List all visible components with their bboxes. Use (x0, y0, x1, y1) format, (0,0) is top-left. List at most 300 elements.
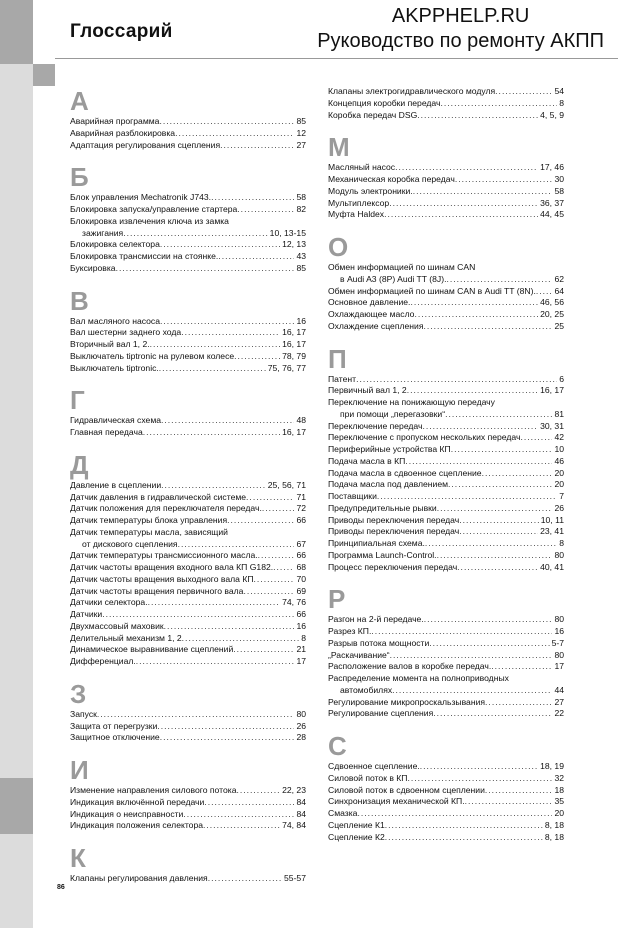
glossary-entry (70, 621, 306, 633)
glossary-entry (70, 644, 306, 656)
dot-leader (437, 550, 553, 562)
dot-leader (410, 297, 538, 309)
entry-page: 35 (554, 796, 564, 807)
entry-page: 36, 37 (540, 197, 564, 208)
glossary-entry (328, 186, 564, 198)
entry-page: 82 (296, 204, 306, 214)
dot-leader (159, 363, 266, 375)
section-letter: И (70, 755, 89, 785)
dot-leader (116, 263, 295, 275)
dot-leader (405, 456, 552, 468)
entry-term: Блок управления Mechatronik J743. (70, 192, 212, 203)
entry-page: 10, 11 (540, 514, 564, 525)
entry-page: 17 (554, 661, 564, 672)
entry-page: 46 (554, 455, 564, 466)
entry-term: Клапаны регулирования давления (70, 873, 208, 883)
entry-page: 71 (296, 491, 306, 502)
dot-leader (211, 192, 294, 204)
glossary-entry (328, 479, 564, 491)
glossary-entry (328, 626, 564, 638)
entry-term: Охлаждение сцепления (328, 320, 424, 331)
dot-leader (357, 808, 552, 820)
glossary-section (70, 755, 306, 832)
entry-page: 66 (296, 515, 306, 525)
entry-page: 8 (559, 538, 564, 548)
entry-page: 46, 56 (540, 297, 564, 308)
entry-term: Регулирование сцепления (328, 708, 434, 719)
glossary-entry (70, 427, 306, 439)
entry-term: Силовой поток в сдвоенном сцеплении (328, 784, 485, 795)
dot-leader (407, 773, 552, 785)
glossary-entry (70, 503, 306, 515)
dot-leader (178, 539, 295, 551)
entry-page: 23, 41 (540, 526, 564, 537)
entry-page: 80 (554, 614, 564, 625)
dot-leader (392, 685, 552, 697)
dot-leader (433, 708, 552, 720)
dot-leader (384, 209, 538, 221)
entry-page: 26 (296, 720, 306, 731)
glossary-entry (328, 526, 564, 538)
page-number: 86 (57, 884, 65, 891)
glossary-entry (328, 162, 564, 174)
entry-page: 85 (296, 262, 306, 273)
entry-term: Давление в сцеплении (70, 479, 162, 490)
glossary-entry (328, 697, 564, 709)
dot-leader (536, 286, 553, 298)
entry-page: 20, 25 (540, 309, 564, 319)
entry-term: автомобилях (340, 684, 393, 695)
entry-page: 17, 46 (540, 162, 564, 173)
entry-term: в Audi A3 (8P) Audi TT (8J). (340, 273, 447, 284)
entry-term: Датчик температуры трансмиссионного масла. (70, 550, 258, 561)
dot-leader (208, 873, 282, 885)
glossary-section (328, 731, 564, 843)
glossary-section (70, 843, 306, 885)
glossary-entry (328, 503, 564, 515)
glossary-entry (328, 98, 564, 110)
dot-leader (356, 374, 557, 386)
entry-term: Принципиальная схема. (328, 538, 425, 548)
glossary-entry (70, 480, 306, 492)
dot-leader (161, 480, 266, 492)
section-letter: С (328, 731, 347, 761)
dot-leader (243, 586, 294, 598)
entry-page: 22 (554, 708, 564, 719)
entry-term: Индикация включённой передачи (70, 796, 205, 807)
dot-leader (446, 274, 552, 286)
entry-term: Главная передача (70, 427, 143, 437)
dot-leader (150, 339, 280, 351)
dot-leader (233, 644, 294, 656)
entry-page: 74, 84 (282, 820, 306, 831)
dot-leader (218, 251, 294, 263)
entry-page: 43 (296, 251, 306, 261)
glossary-entry (70, 363, 306, 375)
entry-term: Силовой поток в КП (328, 772, 408, 783)
entry-term: Механическая коробка передач (328, 174, 455, 184)
glossary-entry (70, 539, 306, 551)
dot-leader (234, 351, 280, 363)
entry-term: Приводы переключения передач (328, 526, 460, 537)
dot-leader (455, 174, 553, 186)
entry-term: Аварийная программа (70, 116, 160, 126)
entry-page: 28 (296, 732, 306, 743)
dot-leader (485, 785, 553, 797)
entry-term: Основное давление. (328, 297, 411, 308)
entry-page: 8, 18 (544, 831, 564, 842)
dot-leader (203, 820, 280, 832)
dot-leader (420, 761, 538, 773)
glossary-entry (70, 820, 306, 832)
glossary-entry (70, 527, 306, 539)
entry-page: 16, 17 (282, 327, 306, 338)
glossary-entry (70, 597, 306, 609)
entry-page: 32 (554, 772, 564, 783)
entry-term: Динамическое выравнивание сцеплений (70, 644, 234, 655)
entry-term: Датчики селектора. (70, 597, 148, 608)
page-title: Глоссарий (70, 21, 173, 42)
entry-page: 74, 76 (282, 597, 306, 608)
glossary-entry (70, 263, 306, 275)
dot-leader (437, 503, 553, 515)
entry-term: Подача масла под давлением (328, 479, 449, 490)
entry-page: 16 (296, 620, 306, 631)
entry-term: Подача масла в сдвоенное сцепление (328, 467, 482, 478)
dot-leader (160, 239, 280, 251)
glossary-entry (70, 709, 306, 721)
dot-leader (395, 162, 538, 174)
entry-term: Смазка (328, 808, 358, 818)
dot-leader (236, 785, 280, 797)
dot-leader (457, 562, 538, 574)
glossary-section (70, 162, 306, 274)
entry-page: 66 (296, 550, 306, 561)
entry-page: 8 (301, 632, 306, 643)
glossary-entry (70, 609, 306, 621)
entry-term: Датчик частоты вращения выходного вала КП (70, 573, 254, 584)
entry-page: 55-57 (284, 873, 306, 883)
glossary-entry (328, 397, 564, 409)
entry-term: зажигания (82, 227, 124, 238)
dot-leader (385, 820, 543, 832)
entry-term: от дискового сцепления (82, 538, 178, 549)
glossary-entry (328, 198, 564, 210)
dot-leader (407, 385, 538, 397)
glossary-entry (328, 421, 564, 433)
dot-leader (491, 661, 552, 673)
glossary-entry (70, 239, 306, 251)
glossary-entry (328, 110, 564, 122)
entry-page: 25 (554, 320, 564, 331)
dot-leader (414, 309, 538, 321)
entry-term: Дифференциал. (70, 656, 136, 666)
glossary-section (328, 232, 564, 333)
glossary-entry (70, 550, 306, 562)
entry-term: Синхронизация механической КП. (328, 796, 465, 807)
glossary-entry (328, 661, 564, 673)
glossary-entry (328, 309, 564, 321)
glossary-entry (328, 468, 564, 480)
glossary-entry (70, 116, 306, 128)
entry-page: 16 (296, 315, 306, 326)
dot-leader (123, 228, 267, 240)
entry-term: Датчик температуры масла, зависящий (70, 526, 228, 537)
glossary-entry (328, 820, 564, 832)
dot-leader (254, 574, 295, 586)
dot-leader (520, 432, 552, 444)
glossary-section (328, 86, 564, 121)
entry-term: Сцепление К2 (328, 831, 385, 842)
glossary-entry (328, 209, 564, 221)
strip-bottom-block (0, 778, 33, 834)
entry-term: Разрыв потока мощности (328, 637, 430, 648)
glossary-entry (328, 432, 564, 444)
dot-leader (237, 204, 294, 216)
entry-term: Переключение на понижающую передачу (328, 397, 495, 407)
entry-term: Аварийная разблокировка (70, 127, 176, 138)
glossary-entry (328, 808, 564, 820)
dot-leader (413, 186, 553, 198)
entry-term: Датчик частоты вращения входного вала КП G182. (70, 562, 274, 572)
glossary-entry (328, 562, 564, 574)
dot-leader (143, 427, 280, 439)
glossary-entry (70, 216, 306, 228)
glossary-entry (70, 251, 306, 263)
glossary-entry (328, 673, 564, 685)
entry-term: Вторичный вал 1, 2. (70, 339, 150, 349)
section-letter: А (70, 86, 89, 116)
entry-page: 85 (296, 116, 306, 126)
entry-term: Предупредительные рывки (328, 502, 437, 513)
entry-page: 81 (554, 408, 564, 419)
dot-leader (262, 503, 295, 515)
glossary-entry (70, 809, 306, 821)
entry-page: 54 (554, 86, 564, 96)
entry-term: Программа Launch-Control. (328, 549, 437, 560)
dot-leader (451, 444, 553, 456)
glossary-entry (328, 515, 564, 527)
section-letter: Г (70, 385, 85, 416)
section-letter: Б (70, 162, 89, 193)
glossary-section (70, 86, 306, 151)
dot-leader (136, 656, 295, 668)
dot-leader (182, 633, 300, 645)
entry-page: 48 (296, 415, 306, 426)
glossary-entry (70, 515, 306, 527)
glossary-entry (70, 327, 306, 339)
entry-page: 80 (554, 649, 564, 660)
entry-page: 20 (554, 479, 564, 490)
glossary-section (70, 286, 306, 375)
glossary-entry (70, 873, 306, 885)
glossary-section (70, 450, 306, 668)
glossary-entry (328, 409, 564, 421)
entry-term: Защитное отключение (70, 732, 160, 743)
entry-page: 40, 41 (540, 561, 564, 572)
entry-page: 16, 17 (282, 427, 306, 437)
glossary-entry (328, 385, 564, 397)
entry-term: Адаптация регулирования сцепления (70, 139, 221, 150)
dot-leader (385, 832, 543, 844)
entry-term: Расположение валов в коробке передач. (328, 661, 492, 672)
glossary-entry (328, 550, 564, 562)
strip-top-block (0, 0, 33, 64)
entry-page: 12 (296, 127, 306, 138)
dot-leader (183, 809, 294, 821)
entry-term: Запуск (70, 708, 97, 719)
glossary-entry (70, 339, 306, 351)
entry-term: Индикация положения селектора (70, 820, 204, 831)
dot-leader (164, 621, 295, 633)
dot-leader (258, 550, 295, 562)
dot-leader (495, 86, 552, 98)
section-letter: М (328, 132, 350, 163)
entry-page: 42 (554, 432, 564, 443)
entry-page: 10, 13-15 (269, 227, 306, 238)
dot-leader (417, 110, 538, 122)
section-letter: О (328, 232, 349, 262)
entry-term: Распределение момента на полноприводных (328, 673, 509, 683)
entry-page: 80 (296, 708, 306, 719)
entry-page: 44 (554, 684, 564, 695)
entry-term: Периферийные устройства КП (328, 444, 451, 454)
entry-term: Охлаждающее масло (328, 309, 415, 319)
entry-term: Датчик температуры блока управления (70, 515, 228, 525)
entry-term: „Раскачивание“ (328, 649, 390, 660)
glossary-entry (70, 562, 306, 574)
entry-term: Патент (328, 373, 357, 384)
glossary-entry (328, 685, 564, 697)
entry-term: Гидравлическая схема (70, 415, 162, 426)
entry-term: Регулирование микропроскальзывания (328, 696, 486, 707)
section-letter: З (70, 678, 87, 709)
glossary-entry (328, 491, 564, 503)
dot-leader (423, 321, 552, 333)
glossary-entry (328, 374, 564, 386)
entry-page: 10 (554, 444, 564, 454)
dot-leader (429, 638, 549, 650)
dot-leader (160, 316, 294, 328)
entry-page: 17 (296, 656, 306, 666)
section-letter: К (70, 843, 86, 873)
entry-page: 30 (554, 174, 564, 184)
entry-term: Датчик положения для переключателя передач. (70, 503, 262, 514)
entry-term: Буксировка (70, 262, 116, 273)
glossary-entry (328, 832, 564, 844)
entry-page: 20 (554, 467, 564, 478)
glossary-section (328, 344, 564, 574)
dot-leader (459, 526, 538, 538)
entry-page: 27 (554, 696, 564, 707)
glossary-entry (328, 262, 564, 274)
glossary-entry (70, 586, 306, 598)
entry-page: 72 (296, 503, 306, 514)
dot-leader (220, 140, 294, 152)
glossary-entry (70, 192, 306, 204)
entry-page: 6 (559, 373, 564, 384)
dot-leader (465, 796, 553, 808)
glossary-entry (328, 785, 564, 797)
dot-leader (377, 491, 557, 503)
glossary-entry (328, 297, 564, 309)
entry-page: 5-7 (551, 637, 564, 648)
dot-leader (148, 597, 281, 609)
entry-term: Муфта Haldex (328, 209, 385, 220)
entry-term: Коробка передач DSG (328, 109, 418, 120)
glossary-entry (70, 204, 306, 216)
entry-term: Обмен информацией по шинам CAN (328, 262, 476, 272)
glossary-entry (328, 773, 564, 785)
glossary-entry (70, 415, 306, 427)
glossary-entry (328, 444, 564, 456)
entry-page: 68 (296, 562, 306, 572)
glossary-entry (70, 656, 306, 668)
glossary-section (328, 132, 564, 221)
glossary-entry (328, 638, 564, 650)
entry-term: Концепция коробки передач (328, 97, 441, 108)
entry-term: при помощи „перегазовки“ (340, 408, 446, 419)
entry-term: Модуль электроники. (328, 185, 413, 196)
glossary-entry (328, 86, 564, 98)
entry-term: Индикация о неисправности (70, 808, 184, 819)
entry-term: Блокировка запуска/управление стартера (70, 204, 238, 214)
entry-page: 26 (554, 502, 564, 513)
entry-term: Блокировка селектора (70, 239, 160, 250)
glossary-entry (70, 128, 306, 140)
entry-page: 4, 5, 9 (540, 109, 564, 120)
dot-leader (175, 128, 294, 140)
entry-term: Двухмассовый маховик (70, 620, 164, 631)
entry-page: 62 (554, 273, 564, 284)
entry-term: Делительный механизм 1, 2 (70, 632, 182, 643)
dot-leader (159, 116, 294, 128)
glossary-entry (328, 274, 564, 286)
dot-leader (160, 732, 295, 744)
dot-leader (441, 98, 558, 110)
entry-page: 12, 13 (282, 239, 306, 250)
entry-page: 84 (296, 796, 306, 807)
glossary-entry (328, 761, 564, 773)
dot-leader (389, 198, 538, 210)
glossary-entry (328, 708, 564, 720)
entry-page: 44, 45 (540, 209, 564, 220)
dot-leader (423, 421, 539, 433)
site-subtitle: Руководство по ремонту АКПП (317, 30, 604, 52)
dot-leader (459, 515, 538, 527)
glossary-left-column (70, 86, 306, 885)
entry-page: 16, 17 (282, 339, 306, 349)
dot-leader (181, 327, 280, 339)
entry-page: 30, 31 (540, 420, 564, 431)
glossary-entry (70, 140, 306, 152)
entry-term: Сцепление К1 (328, 819, 385, 830)
entry-term: Блокировка трансмиссии на стоянке. (70, 251, 219, 261)
dot-leader (161, 415, 294, 427)
entry-term: Масляный насос (328, 162, 396, 173)
entry-term: Первичный вал 1, 2 (328, 385, 407, 396)
glossary-entry (328, 174, 564, 186)
site-name: AKPPHELP.RU (391, 5, 530, 27)
dot-leader (445, 409, 552, 421)
entry-term: Выключатель tiptronic. (70, 362, 159, 373)
entry-term: Сдвоенное сцепление. (328, 761, 420, 771)
glossary-entry (70, 633, 306, 645)
strip-corner-square (33, 64, 55, 86)
entry-page: 22, 23 (282, 785, 306, 795)
section-letter: Д (70, 449, 89, 480)
glossary-section (70, 679, 306, 744)
